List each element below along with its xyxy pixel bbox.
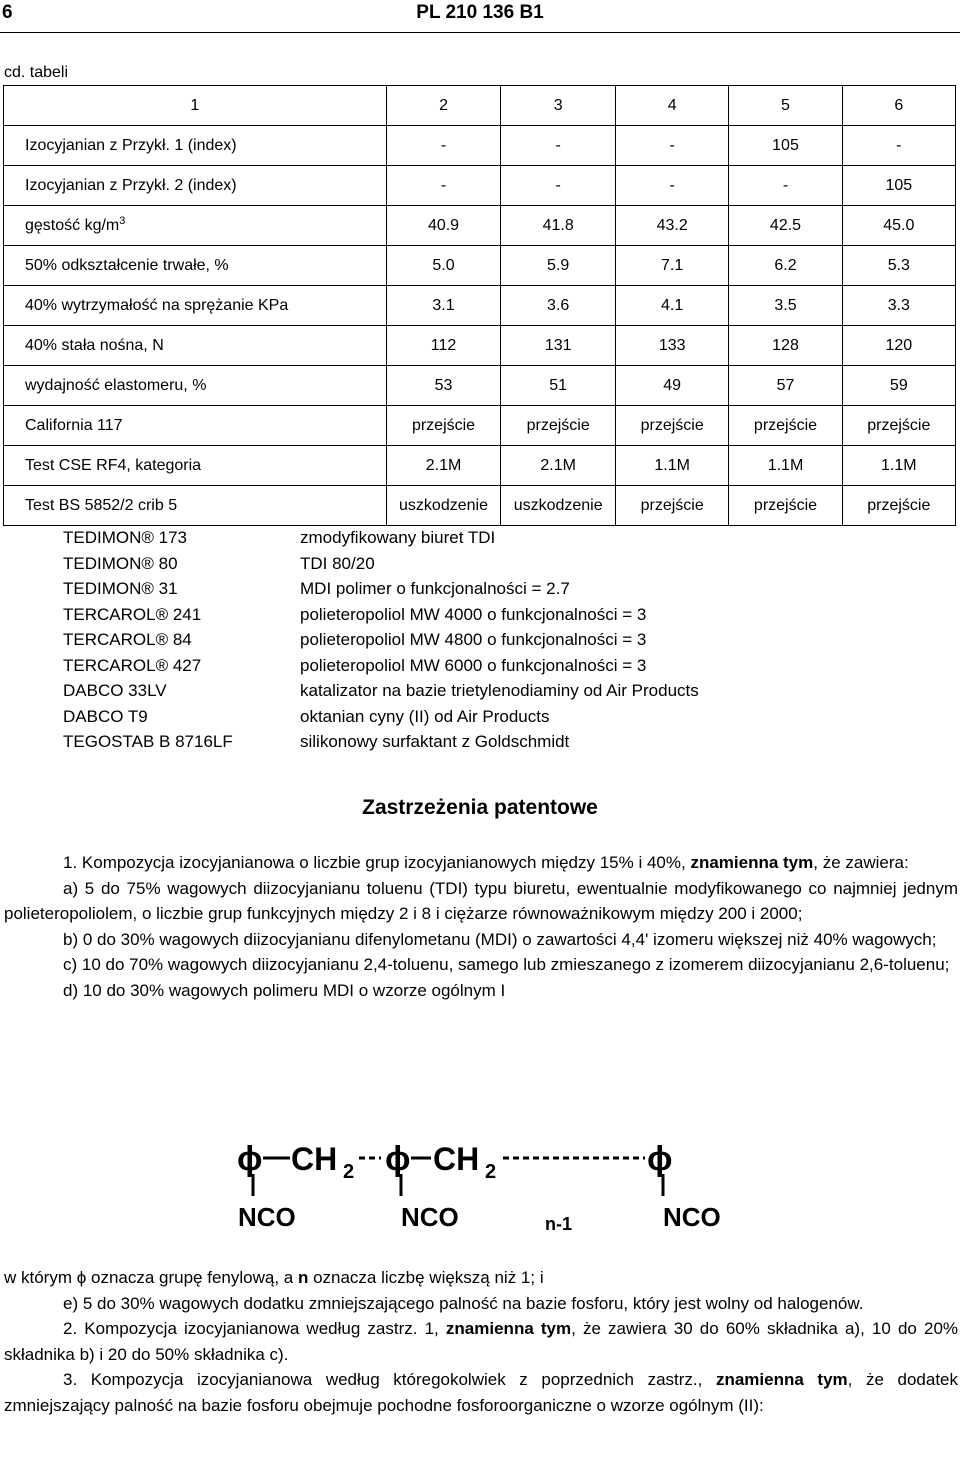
table-cell: 45.0 [842,206,955,246]
row-label-text: Test BS 5852/2 crib 5 [25,496,178,514]
table-cell: - [616,166,729,206]
legend-name: TERCAROL® 427 [63,655,202,675]
table-cell: uszkodzenie [501,486,616,526]
table-cell: - [501,166,616,206]
row-label-text: 50% odkształcenie trwałe, % [25,256,229,274]
table-cell: 6.2 [729,246,842,286]
table-cell: 120 [842,326,955,366]
legend-description: polieteropoliol MW 6000 o funkcjonalności = 3 [300,655,647,675]
table-cell: 1.1M [616,446,729,486]
table-cell: - [501,126,616,166]
table-cell: 3.1 [386,286,501,326]
table-cell: 3.5 [729,286,842,326]
legend-description: MDI polimer o funkcjonalności = 2.7 [300,579,570,598]
legend-description: oktanian cyny (II) od Air Products [300,706,550,726]
row-label-text: California 117 [25,416,123,434]
table-cell: przejście [729,486,842,526]
table-cell: 7.1 [616,246,729,286]
table-row-label [4,326,387,366]
table-cell: przejście [501,406,616,446]
table-cell: 2.1M [501,446,616,486]
page-number: 6 [2,2,13,23]
claims-block-2 [4,1265,958,1418]
table-cell: 5.9 [501,246,616,286]
claim-1: 1. Kompozycja izocyjanianowa o liczbie grup izocyjanianowych między 15% i 40%, znamienna tym, że zawiera: [63,853,909,872]
table-row-label [4,126,387,166]
table-row [4,246,956,286]
table-cell: 49 [616,366,729,406]
table-cell: - [386,166,501,206]
table-row [4,446,956,486]
legend-name: TERCAROL® 84 [63,630,192,649]
legend-name: TEDIMON® 31 [63,579,178,598]
table-row [4,206,956,246]
table-row [4,326,956,366]
legend-row [63,704,699,730]
table-row [4,366,956,406]
table-cell: 4.1 [616,286,729,326]
table-row [4,126,956,166]
nco-2: NCO [401,1202,459,1232]
header-rule [0,32,960,33]
row-label-text: gęstość kg/m [25,216,120,234]
table-row [4,486,956,526]
results-table [3,85,956,526]
legend-name: TEGOSTAB B 8716LF [63,732,233,751]
table-cell: przejście [729,406,842,446]
table-caption: cd. tabeli [4,64,69,81]
legend-row [63,576,699,602]
table-row-label [4,486,387,526]
table-cell: 1.1M [729,446,842,486]
legend-row [63,525,699,551]
table-row-label [4,286,387,326]
table-row-label [4,166,387,206]
table-cell: 105 [842,166,955,206]
table-cell: uszkodzenie [386,486,501,526]
legend-description: zmodyfikowany biuret TDI [300,528,496,547]
section-title: Zastrzeżenia patentowe [362,796,598,819]
phi-2: ϕ [385,1140,411,1178]
abbreviation-legend [63,525,699,755]
table-cell: - [616,126,729,166]
row-label-text: Izocyjanian z Przykł. 1 (index) [25,136,237,154]
nco-1: NCO [238,1202,296,1232]
legend-description: TDI 80/20 [300,553,375,573]
table-cell: 3.3 [842,286,955,326]
legend-name: TEDIMON® 80 [63,553,178,573]
ch2-1: CH [291,1141,338,1177]
n-minus-1: n-1 [545,1214,572,1234]
table-cell: 131 [501,326,616,366]
legend-description: polieteropoliol MW 4800 o funkcjonalności = 3 [300,630,647,649]
claim-1-item-a: a) 5 do 75% wagowych diizocyjanianu toluenu (TDI) typu biuretu, ewentualnie modyfikowanego co najmniej jednym polieteropoliolem, o liczbie grup funkcyjnych między 2 i 8 i ciężarze równoważnikowym między 200 i 2000; [4,878,958,923]
table-cell: 128 [729,326,842,366]
table-header-row [4,86,956,126]
formula-explanation: w którym ϕ oznacza grupę fenylową, a n oznacza liczbę większą niż 1; i [4,1268,544,1287]
table-cell: 57 [729,366,842,406]
table-cell: przejście [842,486,955,526]
phi-3: ϕ [647,1140,673,1178]
table-cell: 3.6 [501,286,616,326]
legend-description: silikonowy surfaktant z Goldschmidt [300,732,570,751]
table-cell: 59 [842,366,955,406]
table-row-label [4,406,387,446]
table-cell: - [729,166,842,206]
claim-1-item-e: e) 5 do 30% wagowych dodatku zmniejszającego palność na bazie fosforu, który jest wolny od halogenów. [63,1293,864,1313]
legend-name: TEDIMON® 173 [63,528,187,547]
table-cell: 112 [386,326,501,366]
row-label-text: Izocyjanian z Przykł. 2 (index) [25,176,237,194]
table-cell: 105 [729,126,842,166]
ch2-2-sub: 2 [485,1161,497,1183]
table-cell: przejście [616,406,729,446]
table-cell: 40.9 [386,206,501,246]
table-row-label [4,366,387,406]
table-cell: przejście [386,406,501,446]
table-cell: przejście [842,406,955,446]
legend-row [63,653,699,679]
table-cell: 51 [501,366,616,406]
table-cell: 53 [386,366,501,406]
table-row [4,166,956,206]
legend-name: DABCO 33LV [63,681,167,700]
legend-description: polieteropoliol MW 4000 o funkcjonalności = 3 [300,604,647,624]
legend-row [63,729,699,755]
table-header-cell: 5 [729,86,842,126]
legend-row [63,551,699,577]
phi-1: ϕ [237,1140,263,1178]
claim-1-item-c: c) 10 do 70% wagowych diizocyjanianu 2,4-toluenu, samego lub zmieszanego z izomerem diizocyjanianu 2,6-toluenu; [63,955,950,974]
table-row [4,286,956,326]
claims-block [4,850,958,1003]
table-cell: 133 [616,326,729,366]
claim-1-item-d: d) 10 do 30% wagowych polimeru MDI o wzorze ogólnym I [63,980,506,1000]
formula-i [235,1128,735,1238]
table-cell: 2.1M [386,446,501,486]
claim-1-item-b: b) 0 do 30% wagowych diizocyjanianu difenylometanu (MDI) o zawartości 4,4' izomeru większej niż 40% wagowych; [63,929,937,949]
superscript-3: 3 [119,214,126,227]
table-cell: 1.1M [842,446,955,486]
table-row-label [4,246,387,286]
table-cell: 42.5 [729,206,842,246]
table-cell: 5.0 [386,246,501,286]
legend-row [63,678,699,704]
table-cell: - [842,126,955,166]
table-header-cell: 2 [386,86,501,126]
row-label-text: 40% wytrzymałość na sprężanie KPa [25,296,289,314]
table-header-cell: 3 [501,86,616,126]
table-cell: 5.3 [842,246,955,286]
claim-2: 2. Kompozycja izocyjanianowa według zastrz. 1, znamienna tym, że zawiera 30 do 60% składnika a), 10 do 20% składnika b) i 20 do 50% składnika c). [4,1319,959,1364]
table-cell: - [386,126,501,166]
legend-description: katalizator na bazie trietylenodiaminy od Air Products [300,681,699,700]
legend-row [63,627,699,653]
row-label-text: wydajność elastomeru, % [25,376,207,394]
table-row-label [4,446,387,486]
legend-name: DABCO T9 [63,706,148,726]
ch2-1-sub: 2 [343,1161,355,1183]
claim-3: 3. Kompozycja izocyjanianowa według któregokolwiek z poprzednich zastrz., znamienna tym, że dodatek zmniejszający palność na bazie fosforu obejmuje pochodne fosforoorganiczne o wzorze ogólnym (II): [4,1370,959,1415]
row-label-text: 40% stała nośna, N [25,336,164,354]
table-row-label [4,206,387,246]
table-header-cell: 1 [4,86,387,126]
nco-3: NCO [663,1202,721,1232]
legend-name: TERCAROL® 241 [63,604,202,624]
row-label-text: Test CSE RF4, kategoria [25,456,202,474]
table-row [4,406,956,446]
table-header-cell: 4 [616,86,729,126]
table-cell: 43.2 [616,206,729,246]
table-cell: 41.8 [501,206,616,246]
table-header-cell: 6 [842,86,955,126]
patent-number: PL 210 136 B1 [416,2,544,23]
ch2-2: CH [433,1141,480,1177]
table-cell: przejście [616,486,729,526]
legend-row [63,602,699,628]
